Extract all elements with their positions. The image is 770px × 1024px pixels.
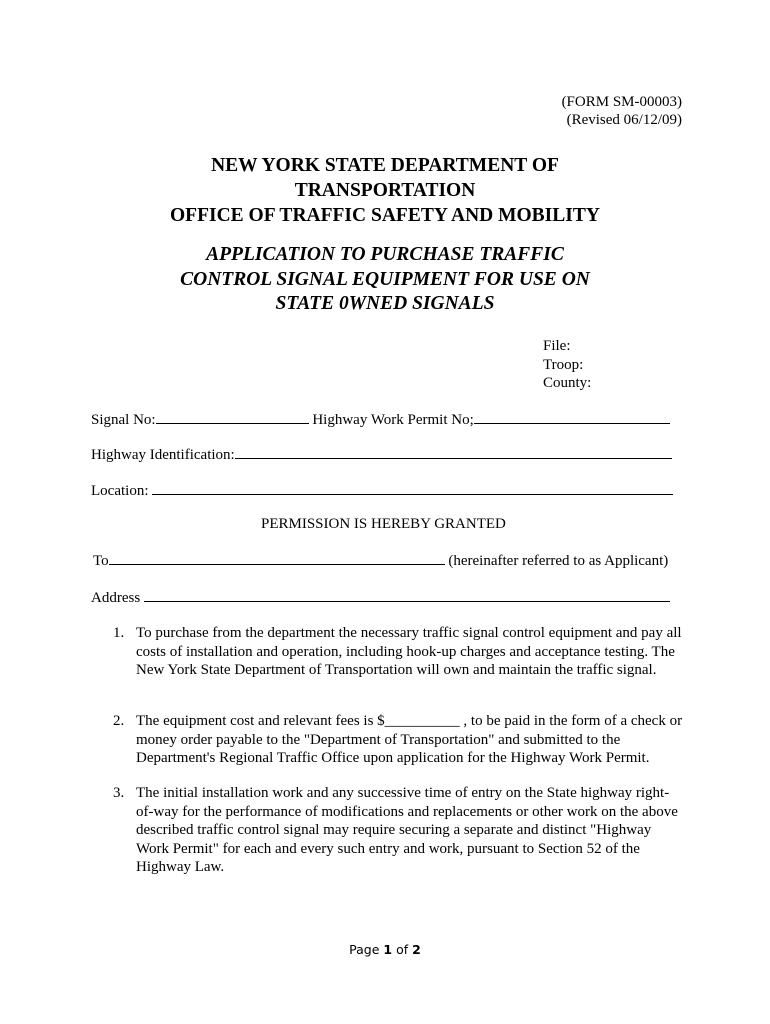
signal-permit-row (91, 410, 670, 429)
form-number: (FORM SM-00003) (561, 94, 682, 110)
item-number: 2. (113, 713, 125, 729)
title-line-1: APPLICATION TO PURCHASE TRAFFIC (206, 244, 564, 265)
form-revised-date: (Revised 06/12/09) (566, 112, 682, 128)
address-row (91, 588, 670, 607)
department-line-1: NEW YORK STATE DEPARTMENT OF (211, 155, 559, 176)
condition-item-2 (91, 712, 686, 768)
highway-id-field[interactable] (235, 445, 672, 459)
item-number: 3. (113, 785, 125, 801)
item-text: The initial installation work and any successive time of entry on the State highway right-of-way for the performance of modifications and replacements or other work on the above described traffic control signal may require securing a separate and distinct "Highway Work Permit" for each and every such entry and work, pursuant to Section 52 of the Highway Law. (136, 785, 678, 875)
highway-id-label: Highway Identification: (91, 447, 235, 463)
page-word: Page (349, 942, 380, 957)
applicant-name-field[interactable] (109, 551, 445, 565)
location-row (91, 481, 673, 500)
address-label: Address (91, 590, 141, 606)
signal-no-label: Signal No: (91, 412, 156, 428)
address-field[interactable] (144, 588, 670, 602)
form-code-block (562, 93, 682, 129)
to-label: To (93, 553, 109, 569)
highway-id-row (91, 445, 672, 464)
file-info-block (543, 337, 591, 393)
page-current: 1 (383, 942, 393, 957)
of-word: of (396, 942, 409, 957)
troop-label: Troop: (543, 356, 584, 373)
condition-item-1 (91, 624, 686, 680)
office-line: OFFICE OF TRAFFIC SAFETY AND MOBILITY (170, 205, 600, 226)
title-line-2: CONTROL SIGNAL EQUIPMENT FOR USE ON (180, 268, 590, 290)
file-label: File: (543, 338, 571, 354)
applicant-note: (hereinafter referred to as Applicant) (448, 553, 669, 569)
permit-no-label: Highway Work Permit No; (312, 412, 474, 428)
permission-heading: PERMISSION IS HEREBY GRANTED (261, 516, 506, 532)
signal-no-field[interactable] (156, 410, 309, 424)
applicant-row (93, 551, 668, 570)
page-footer (0, 942, 770, 957)
application-title (0, 243, 770, 317)
department-heading (0, 153, 770, 228)
item-text: The equipment cost and relevant fees is $__________ , to be paid in the form of a check or money order payable to the "Department of Transportation" and submitted to the Department's Regional Traffic Office upon application for the Highway Work Permit. (136, 713, 683, 766)
title-line-3: STATE 0WNED SIGNALS (275, 293, 495, 314)
item-text: To purchase from the department the necessary traffic signal control equipment and pay all costs of installation and operation, including hook-up charges and acceptance testing. The New York State Department of Transportation will own and maintain the traffic signal. (136, 625, 682, 678)
permit-no-field[interactable] (474, 410, 670, 424)
location-label: Location: (91, 483, 149, 499)
location-field[interactable] (152, 481, 673, 495)
department-line-2: TRANSPORTATION (294, 180, 476, 201)
item-number: 1. (113, 625, 125, 641)
condition-item-3 (91, 784, 686, 877)
county-label: County: (543, 375, 592, 391)
page-total: 2 (412, 942, 421, 957)
